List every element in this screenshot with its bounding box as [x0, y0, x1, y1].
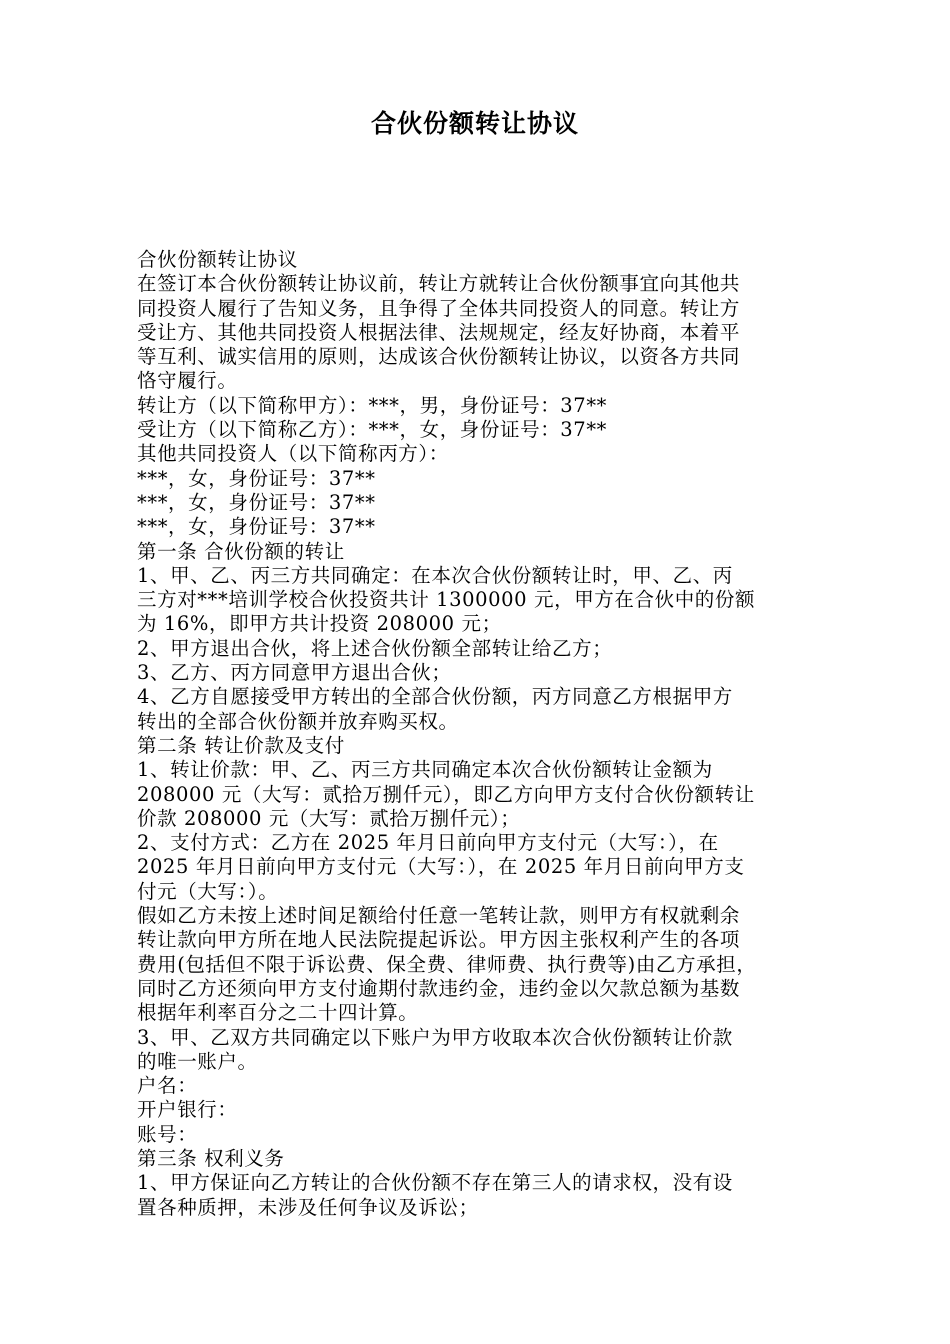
- clause-line: 2、甲方退出合伙，将上述合伙份额全部转让给乙方；: [137, 636, 613, 660]
- clause-line: 转让款向甲方所在地人民法院提起诉讼。甲方因主张权利产生的各项: [137, 928, 741, 952]
- clause-line: 付元（大写：）。: [137, 879, 279, 903]
- clause-line: 1、甲方保证向乙方转让的合伙份额不存在第三人的请求权，没有设: [137, 1171, 733, 1195]
- clause-line: 费用(包括但不限于诉讼费、保全费、律师费、执行费等)由乙方承担，: [137, 952, 757, 976]
- clause-line: 1、甲、乙、丙三方共同确定：在本次合伙份额转让时，甲、乙、丙: [137, 563, 733, 587]
- preamble-line: 受让方、其他共同投资人根据法律、法规规定，经友好协商，本着平: [137, 320, 741, 344]
- clause-line: 三方对***培训学校合伙投资共计 1300000 元，甲方在合伙中的份额: [137, 588, 756, 612]
- document-title: 合伙份额转让协议: [370, 109, 579, 138]
- clause-line: 208000 元（大写：贰拾万捌仟元），即乙方向甲方支付合伙份额转让: [137, 782, 755, 806]
- article-heading: 第二条 转让价款及支付: [137, 733, 345, 757]
- clause-line: 2、支付方式：乙方在 2025 年月日前向甲方支付元（大写：），在: [137, 831, 719, 855]
- clause-line: 根据年利率百分之二十四计算。: [137, 1001, 419, 1025]
- clause-line: 的唯一账户。: [137, 1049, 258, 1073]
- clause-line: 3、乙方、丙方同意甲方退出合伙；: [137, 661, 452, 685]
- account-number-line: 账号：: [137, 1122, 198, 1146]
- party-line: 其他共同投资人（以下简称丙方）：: [137, 442, 449, 466]
- body-heading: 合伙份额转让协议: [137, 248, 298, 271]
- document-body: [137, 248, 817, 1220]
- clause-line: 3、甲、乙双方共同确定以下账户为甲方收取本次合伙份额转让价款: [137, 1025, 733, 1049]
- article-heading: 第一条 合伙份额的转让: [137, 539, 345, 563]
- account-name-line: 户名：: [137, 1074, 198, 1098]
- clause-line: 价款 208000 元（大写：贰拾万捌仟元）；: [137, 806, 521, 830]
- article-heading: 第三条 权利义务: [137, 1146, 285, 1170]
- preamble-line: 等互利、诚实信用的原则，达成该合伙份额转让协议，以资各方共同: [137, 345, 741, 369]
- bank-line: 开户银行：: [137, 1098, 238, 1122]
- clause-line: 同时乙方还须向甲方支付逾期付款违约金，违约金以欠款总额为基数: [137, 976, 741, 1000]
- preamble-line: 在签订本合伙份额转让协议前，转让方就转让合伙份额事宜向其他共: [137, 272, 741, 296]
- preamble-line: 恪守履行。: [137, 369, 238, 393]
- clause-line: 置各种质押，未涉及任何争议及诉讼；: [137, 1195, 479, 1219]
- clause-line: 2025 年月日前向甲方支付元（大写：），在 2025 年月日前向甲方支: [137, 855, 745, 879]
- clause-line: 转出的全部合伙份额并放弃购买权。: [137, 709, 459, 733]
- party-line: ***，女，身份证号：37**: [137, 490, 376, 514]
- party-line: ***，女，身份证号：37**: [137, 515, 376, 539]
- clause-line: 假如乙方未按上述时间足额给付任意一笔转让款，则甲方有权就剩余: [137, 904, 741, 928]
- party-line: ***，女，身份证号：37**: [137, 466, 376, 490]
- clause-line: 1、转让价款：甲、乙、丙三方共同确定本次合伙份额转让金额为: [137, 758, 713, 782]
- preamble-line: 同投资人履行了告知义务，且争得了全体共同投资人的同意。转让方: [137, 296, 741, 320]
- clause-line: 为 16%，即甲方共计投资 208000 元；: [137, 612, 502, 636]
- clause-line: 4、乙方自愿接受甲方转出的全部合伙份额，丙方同意乙方根据甲方: [137, 685, 733, 709]
- party-line: 受让方（以下简称乙方）：***，女，身份证号：37**: [137, 418, 608, 442]
- party-line: 转让方（以下简称甲方）：***，男，身份证号：37**: [137, 393, 608, 417]
